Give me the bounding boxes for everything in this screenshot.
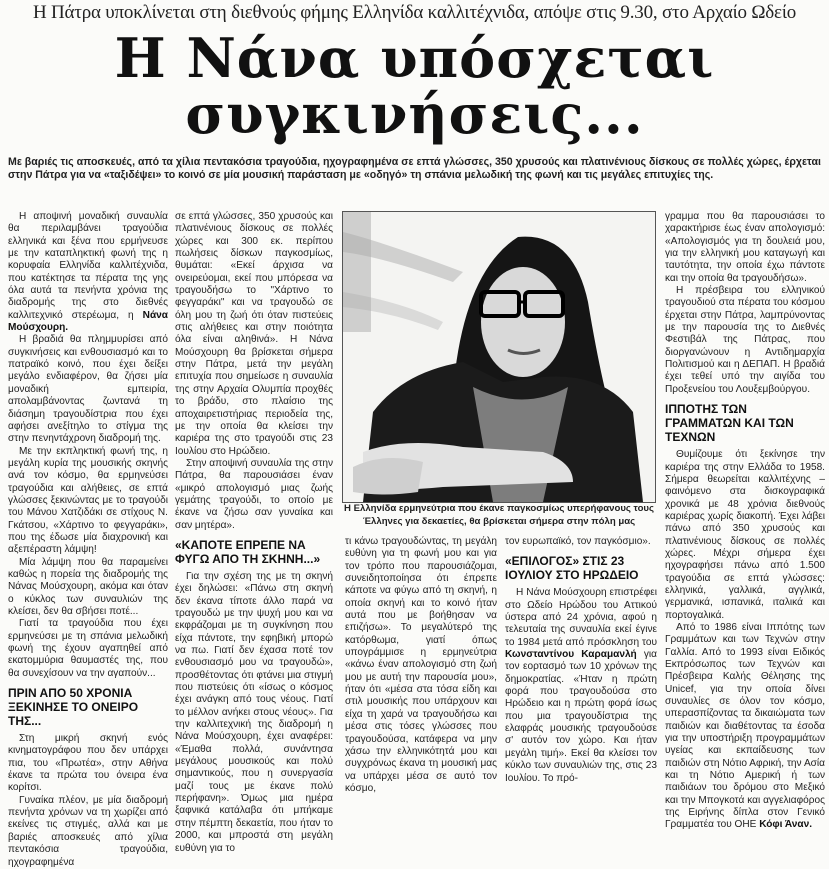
section-heading: «ΕΠΙΛΟΓΟΣ» ΣΤΙΣ 23 ΙΟΥΛΙΟΥ ΣΤΟ ΗΡΩΔΕΙΟ: [505, 554, 639, 583]
paragraph: Γιατί τα τραγούδια που έχει ερμηνεύσει με τη σπάνια μελωδική φωνή της έχουν αγαπηθεί από εκατομμύρια θαυμαστές της, που θα συνεχίσουν να την αγαπούν...: [8, 618, 168, 679]
bold-name: Κόφι Άναν.: [759, 819, 813, 831]
paragraph-text: Η Νάνα Μούσχουρη επιστρέφει στο Ωδείο Ηρώδου του Αττικού ύστερα από 24 χρόνια, αφού η τελευταία της συναυλία εκεί έγινε το 1984 μετά από πρόσκληση του: [505, 587, 657, 648]
column-3: [345, 536, 497, 795]
paragraph: [8, 211, 168, 334]
column-1: [8, 211, 168, 869]
paragraph-text: Από το 1986 είναι Ιππότης των Γραμμάτων και των Τεχνών στην Γαλλία. Από το 1993 είναι Ειδικός Εκπρόσωπος των Τεχνών και Πρέσβειρα Καλής Θέλησης της Unicef, για την οποία δίνει συναυλίες σε όλον τον κόσμο, υπερασπίζοντας τα δικαιώματα των παιδιών και διαθέτοντας τα έσοδα για την υποστήριξη προγραμμάτων υγείας και εκπαίδευσης των παιδιών στη Νότιο Αφρική, την Ασία και τη Νότιο Αμερική ή των παιδιάων του δρόμου στο Μεξικό και την Μπογκοτά και αγγελιαφόρος της Ειρήνης δίπλα στον Γενικό Γραμματέα του ΟΗΕ: [665, 621, 825, 831]
paragraph-text: Η αποψινή μοναδική συναυλία θα περιλαμβάνει τραγούδια ελληνικά και ξένα που ερμήνευσε με την καταπληκτική φωνή της η κορυφαία Ελληνίδα καλλιτέχνιδα, που κατέκτησε τα πέρατα της γης όλα αυτά τα πενήντα χρόνια της διαδρομής της στο διεθνές καλλιτεχνικό στερέωμα, η: [8, 211, 168, 321]
paragraph: Η βραδιά θα πλημμυρίσει από συγκινήσεις και ενθουσιασμό και το πατραϊκό κοινό, που έχει δείξει μεγάλο ενδιαφέρον, θα ζήσει μία μοναδική εμπειρία, απολαμβάνοντας ζωντανά τη διάσημη τραγουδίστρια που έχει αφήσει ανεξίτηλο το στίγμα της στην πενηντάχρονη διαδρομή της.: [8, 334, 168, 445]
article-kicker: Η Πάτρα υποκλίνεται στη διεθνούς φήμης Ελληνίδα καλλιτέχνιδα, απόψε στις 9.30, στο Αρχαίο Ωδείο: [32, 2, 797, 23]
paragraph: Η πρέσβειρα του ελληνικού τραγουδιού στα πέρατα του κόσμου έρχεται στην Πάτρα, λαμπρύνοντας με την παρουσία της το Διεθνές Φεστιβάλ της Πάτρας, που διοργανώνουν η Αντιδημαρχία Πολιτισμού και η ΔΕΠΑΠ. Η βραδιά έχει τεθεί υπό την αιγίδα του Προξενείου του Λουξεμβούργου.: [665, 285, 825, 395]
paragraph: Στην αποψινή συναυλία της στην Πάτρα, θα παρουσιάσει έναν «μικρό απολογισμό μιας ζωής γεμάτης τραγούδι, το οποίο με έκανε να ζήσω σαν γυναίκα και σαν μητέρα».: [175, 457, 333, 531]
photo-caption: Η Ελληνίδα ερμηνεύτρια που έκανε παγκοσμίως υπερήφανους τους Έλληνες για δεκαετίες, θα βρίσκεται σήμερα στην πόλη μας: [343, 503, 655, 527]
paragraph: Στη μικρή σκηνή ενός κινηματογράφου που δεν υπάρχει πια, του «Πρωτέα», στην Αθήνα έκανε τα πρώτα του όνειρα ένα κορίτσι.: [8, 733, 168, 794]
paragraph: γραμμα που θα παρουσιάσει το χαρακτήρισε έως έναν απολογισμό: «Απολογισμός για τη δουλειά μου, για την ελληνική μου καταγωγή και ταυτότητα, την οποία έχω πάντοτε και την οποία θα τραγουδήσω».: [665, 211, 825, 284]
section-heading: ΠΡΙΝ ΑΠΟ 50 ΧΡΟΝΙΑ ΞΕΚΙΝΗΣΕ ΤΟ ΟΝΕΙΡΟ ΤΗΣ...: [8, 686, 139, 729]
paragraph: Με την εκπληκτική φωνή της, η μεγάλη κυρία της μουσικής σκηνής ανά τον κόσμο, θα ερμηνεύσει τραγούδια και αλήθειες, σε επτά γλώσσες ξεκινώντας με το τραγούδι του Μάνου Χατζιδάκι σε στίχους Ν. Γκάτσου, «Χάρτινο το φεγγαράκι», που της έδωσε μία διαχρονική και αξεπέραστη λάμψη!: [8, 445, 168, 556]
article-headline: [0, 26, 829, 146]
headline-line-2: συγκινήσεις...: [185, 82, 644, 146]
paragraph: Θυμίζουμε ότι ξεκίνησε την καριέρα της στην Ελλάδα το 1958. Σήμερα θεωρείται καλλιτέχνης – φαινόμενο στα δισκογραφικά χρονικά με 48 χρόνια διεθνούς καριέρας χωρίς διακοπή. Έχει λάβει πάνω από 350 χρυσούς και πλατινένιους δίσκους σε πολλές χώρες. Μέχρι σήμερα έχει ηχογραφήσει πάνω από 1.500 τραγούδια σε επτά γλώσσες: ελληνικά, γαλλικά, αγγλικά, γερμανικά, ισπανικά, ιταλικά και πορτογαλικά.: [665, 449, 825, 621]
paragraph: Γυναίκα πλέον, με μία διαδρομή πενήντα χρόνων να τη χωρίζει από εκείνες τις στιγμές, αλλά και με βαριές αποσκευές από χίλια πεντακόσια τραγούδια, ηχογραφημένα: [8, 794, 168, 868]
paragraph: Για την σχέση της με τη σκηνή έχει δηλώσει: «Πάνω στη σκηνή δεν έκανα τίποτε άλλο παρά να τραγουδώ με την ψυχή μου και να εκφράζομαι με τη συγκίνηση που είχα πάντοτε, την εφηβική μπορώ να πω. Γιατί δεν έχασα ποτέ τον ενθουσιασμό μου να τραγουδώ», προσθέτοντας ότι φτάνει μια στιγμή που πιστεύεις ότι «ίσως ο κόσμος έχει ανάγκη από τους νέους. Γιατί το μέλλον ανήκει στους νέους». Για την καλλιτεχνική της διαδρομή η Νάνα Μούσχουρη, έχει αναφέρει: «Έμαθα πολλά, συνάντησα μεγάλους μουσικούς και πολύ σημαντικούς, που η συνεργασία μαζί τους με έκανε πολύ περήφανη». Όμως μια ημέρα ξαφνικά κατάλαβα ότι μπήκαμε στην πέμπτη δεκαετία, που ήταν το 2000, και μπροστά στη μεγάλη ευθύνη για το: [175, 570, 333, 854]
column-4: [505, 536, 657, 785]
article-lede: Με βαριές τις αποσκευές, από τα χίλια πεντακόσια τραγούδια, ηχογραφημένα σε επτά γλώσσες, 350 χρυσούς και πλατινένιους δίσκους σε πολλές χώρες, έρχεται στην Πάτρα για να «ταξιδέψει» το κοινό σε μία μουσική παράσταση με «οδηγό» τη σπάνια μελωδική της φωνή και τις μεγάλες επιτυχίες της.: [8, 156, 821, 181]
paragraph: τον ευρωπαϊκό, τον παγκόσμιο».: [505, 536, 651, 547]
portrait-illustration: [343, 212, 655, 502]
paragraph: σε επτά γλώσσες, 350 χρυσούς και πλατινένιους δίσκους σε πολλές χώρες και 300 εκ. περίπου πωλήσεις δίσκων παγκοσμίως, θυμάται: «Εκεί άρχισα να ονειρεύομαι, εκεί που μπόρεσα να τραγουδήσω το "Χάρτινο το φεγγαράκι" και να τραγουδώ σε όλη μου τη ζωή ότι όταν πιστεύεις στις αλήθειες και στην ποιότητα όλα είναι αληθινά». Η Νάνα Μούσχουρη θα βρίσκεται σήμερα στην Πάτρα, μετά την μεγάλη επιτυχία που σημείωσε η συναυλία της στην Αρχαία Ολυμπία προχθές το βράδυ, στο πλαίσιο της αποχαιρετιστήριας περιοδεία της, με την οποία θα κλείσει την καριέρα της στο τραγούδι στις 23 Ιουλίου στο Ηρώδειο.: [175, 211, 333, 457]
paragraph: [665, 622, 825, 832]
paragraph-text: για τον εορτασμό των 10 χρόνων της δημοκρατίας. «Ήταν η πρώτη φορά που τραγουδούσα στο Ηρώδειο και η πρώτη φορά ίσως που μια τραγουδίστρια της ελαφράς μουσικής τραγουδούσε σ' αυτόν τον χώρο. Και ήταν μεγάλη τιμή». Εκεί θα κλείσει τον κύκλο των συναυλιών της, στις 23 Ιουλίου. Το πρό-: [505, 649, 657, 784]
column-5: [665, 211, 825, 832]
bold-name: Κωνσταντίνου Καραμανλή: [505, 649, 637, 661]
portrait-photo: [342, 211, 656, 503]
bold-name: Νάνα Μούσχουρη.: [8, 309, 168, 334]
paragraph: τι κάνω τραγουδώντας, τη μεγάλη ευθύνη για τη φωνή μου και για τον τρόπο που παρουσιάζομαι, συνειδητοποίησα ότι έπρεπε κάποτε να φύγω από τη σκηνή, η οποία σκηνή και το κοινό ήταν αυτά που με βοήθησαν να επιζήσω». Το μεγαλύτερό της κατόρθωμα, γιατί όπως υπογράμμισε η ερμηνεύτρια «κάνω έναν απολογισμό στη ζωή μου με αυτή την παρουσία μου», ήταν ότι «μέσα στα τόσα είδη και στιλ μουσικής που υπάρχουν και είχα τη χαρά να τραγουδήσω και μέσα στις τόσες γλώσσες που τραγουδούσα, κατάφερα να μην χάσω την ελληνικότητά μου και συγχρόνως έκανα τη μουσική μας να υπάρχει μέσα σε αυτό τον κόσμο,: [345, 536, 497, 794]
headline-line-1: Η Νάνα υπόσχεται: [114, 26, 715, 90]
paragraph: Μία λάμψη που θα παραμείνει καθώς η πορεία της διαδρομής της Νάνας Μούσχουρη, ακόμα και όταν ο κύκλος των συναυλιών της κλείσει, δεν θα σβήσει ποτέ...: [8, 556, 168, 617]
section-heading: ΙΠΠΟΤΗΣ ΤΩΝ ΓΡΑΜΜΑΤΩΝ ΚΑΙ ΤΩΝ ΤΕΧΝΩΝ: [665, 402, 794, 445]
paragraph: [505, 587, 657, 785]
column-2: [175, 211, 333, 855]
section-heading: «ΚΑΠΟΤΕ ΕΠΡΕΠΕ ΝΑ ΦΥΓΩ ΑΠΟ ΤΗ ΣΚΗΝΗ...»: [175, 537, 321, 566]
